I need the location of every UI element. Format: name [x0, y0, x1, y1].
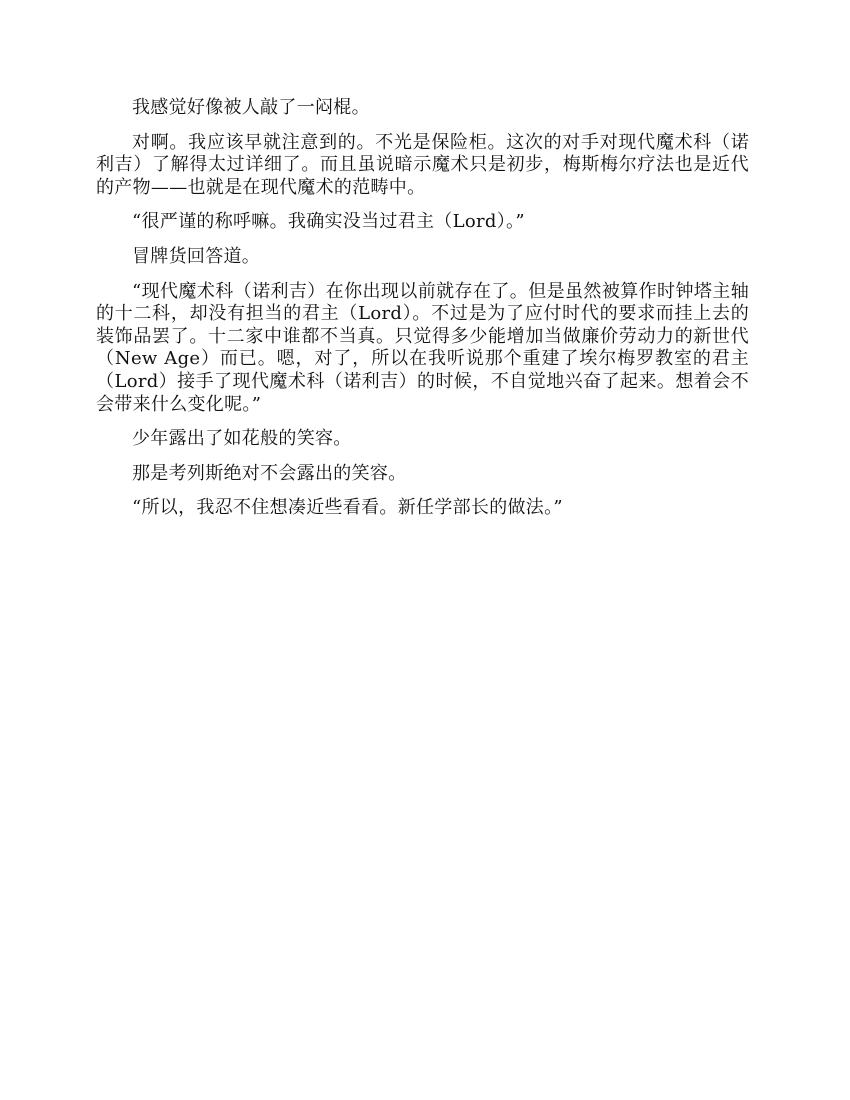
paragraph: 冒牌货回答道。: [132, 245, 261, 267]
paragraph: “很严谨的称呼嘛。我确实没当过君主（Lord）。”: [132, 211, 525, 233]
document-body: [96, 97, 749, 532]
paragraph: 那是考列斯绝对不会露出的笑容。: [132, 462, 407, 484]
paragraph: “现代魔术科（诺利吉）在你出现以前就存在了。但是虽然被算作时钟塔主轴的十二科，却没有担当的君主（Lord）。不过是为了应付时代的要求而挂上去的装饰品罢了。十二家中谁都不当真。只觉得多少能增加当做廉价劳动力的新世代（New Age）而已。嗯，对了，所以在我听说那个重建了埃尔梅罗教室的君主（Lord）接手了现代魔术科（诺利吉）的时候，不自觉地兴奋了起来。想着会不会带来什么变化呢。”: [96, 280, 749, 415]
paragraph: 我感觉好像被人敲了一闷棍。: [132, 97, 370, 118]
paragraph: 少年露出了如花般的笑容。: [132, 428, 352, 450]
paragraph: “所以，我忍不住想凑近些看看。新任学部长的做法。”: [132, 497, 563, 519]
paragraph: 对啊。我应该早就注意到的。不光是保险柜。这次的对手对现代魔术科（诺利吉）了解得太过详细了。而且虽说暗示魔术只是初步，梅斯梅尔疗法也是近代的产物——也就是在现代魔术的范畴中。: [96, 131, 749, 198]
